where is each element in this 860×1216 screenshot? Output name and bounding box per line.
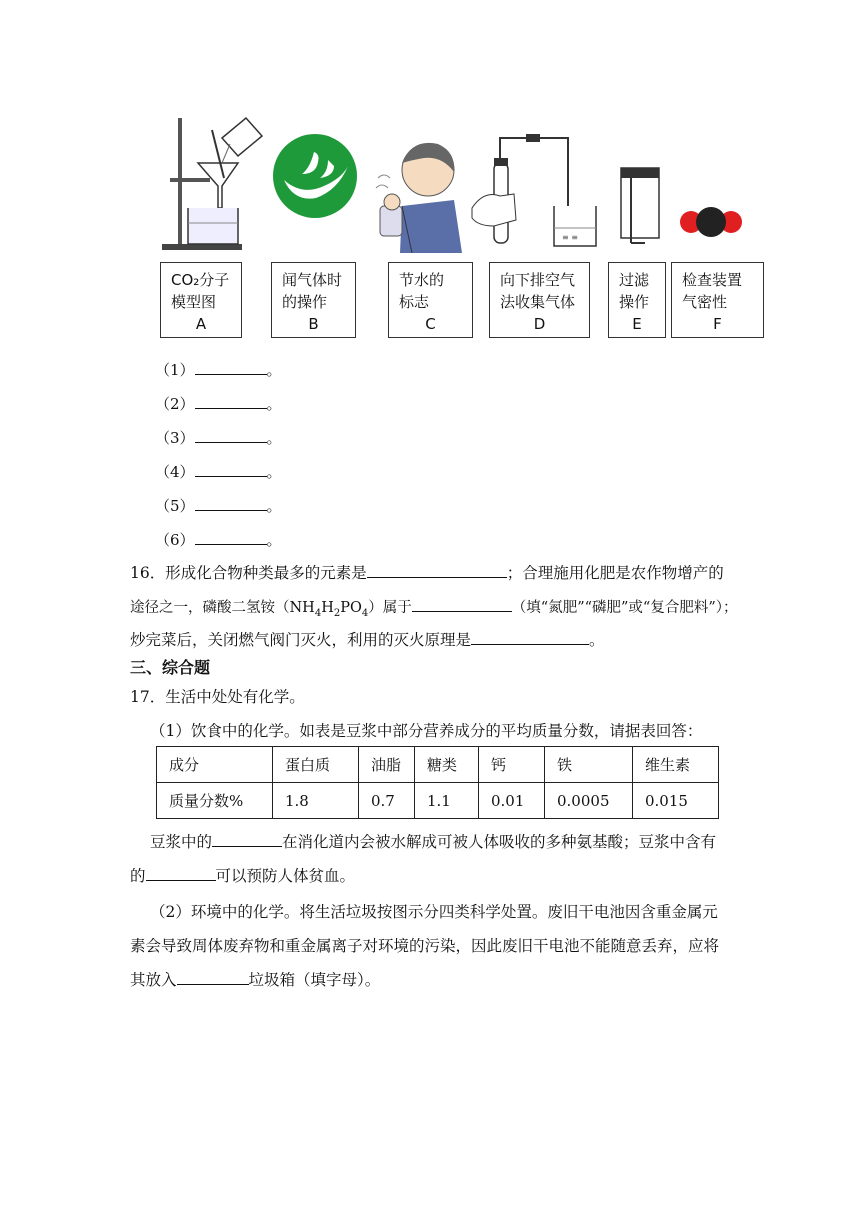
table-row bbox=[157, 783, 719, 819]
label-letter: F bbox=[713, 315, 722, 333]
q16-text: 途径之一，磷酸二氢铵（NH bbox=[130, 600, 315, 616]
q16-text: ；合理施用化肥是农作物增产的 bbox=[506, 564, 724, 582]
answer-line-4 bbox=[155, 462, 282, 482]
table-cell: 糖类 bbox=[415, 747, 479, 783]
label-text: 节水的 bbox=[399, 271, 445, 289]
answer-number: （3） bbox=[155, 429, 195, 447]
table-cell: 0.01 bbox=[479, 783, 545, 819]
label-letter: C bbox=[425, 315, 436, 333]
q17-blank-bin[interactable] bbox=[177, 970, 249, 985]
answer-line-3 bbox=[155, 428, 282, 448]
figure-label-a bbox=[160, 262, 242, 338]
table-cell: 铁 bbox=[545, 747, 633, 783]
q16-line-2 bbox=[130, 597, 738, 624]
label-text: CO₂分子 bbox=[171, 271, 230, 289]
q17-text: 的 bbox=[130, 867, 146, 885]
q17-stem: 17．生活中处处有化学。 bbox=[130, 688, 305, 706]
section-title: 三、综合题 bbox=[130, 658, 211, 677]
table-cell: 1.1 bbox=[415, 783, 479, 819]
label-letter: E bbox=[632, 315, 642, 333]
subscript: 4 bbox=[314, 607, 322, 619]
period: 。 bbox=[266, 463, 282, 481]
answer-number: （4） bbox=[155, 463, 195, 481]
q17-text: 垃圾箱（填字母）。 bbox=[248, 971, 381, 989]
answer-line-5 bbox=[155, 496, 282, 516]
label-letter: A bbox=[195, 315, 207, 333]
answer-blank[interactable] bbox=[195, 496, 267, 511]
nutrition-table bbox=[156, 746, 719, 819]
period: 。 bbox=[266, 497, 282, 515]
label-text: 法收集气体 bbox=[500, 293, 576, 311]
subscript: 4 bbox=[361, 607, 369, 619]
figure-label-d bbox=[489, 262, 590, 338]
q16-blank-principle[interactable] bbox=[471, 630, 589, 645]
svg-text:≡ ≡: ≡ ≡ bbox=[562, 233, 578, 242]
q17-part-1: （1）饮食中的化学。如表是豆浆中部分营养成分的平均质量分数，请据表回答： bbox=[150, 722, 703, 740]
answer-number: （6） bbox=[155, 531, 195, 549]
table-cell: 0.0005 bbox=[545, 783, 633, 819]
filtration-apparatus-illustration bbox=[160, 108, 265, 253]
label-text: 过滤 bbox=[619, 271, 650, 289]
q16-text: （填“氮肥”“磷肥”或“复合肥料”）； bbox=[511, 600, 738, 616]
q16-text: H bbox=[321, 600, 334, 616]
table-cell: 0.7 bbox=[359, 783, 415, 819]
smelling-gas-illustration bbox=[372, 108, 464, 253]
q16-text: 。 bbox=[589, 631, 605, 649]
figure-label-b bbox=[271, 262, 356, 338]
table-cell: 0.015 bbox=[633, 783, 719, 819]
label-text: 模型图 bbox=[171, 293, 217, 311]
q17-part-2-line-3 bbox=[130, 970, 380, 990]
answer-line-2 bbox=[155, 394, 282, 414]
figure-label-f bbox=[671, 262, 764, 338]
q17-blank-iron[interactable] bbox=[146, 866, 216, 881]
label-text: 向下排空气 bbox=[500, 271, 576, 289]
q16-text: ）属于 bbox=[368, 600, 412, 616]
answer-blank[interactable] bbox=[195, 428, 267, 443]
answer-blank[interactable] bbox=[195, 530, 267, 545]
label-text: 气密性 bbox=[682, 293, 728, 311]
q17-part-1-line-1 bbox=[150, 832, 716, 852]
answer-blank[interactable] bbox=[195, 394, 267, 409]
q17-text: 可以预防人体贫血。 bbox=[215, 867, 356, 885]
q17-blank-protein[interactable] bbox=[212, 832, 282, 847]
table-cell: 蛋白质 bbox=[273, 747, 359, 783]
answer-blank[interactable] bbox=[195, 462, 267, 477]
q17-text: 在消化道内会被水解成可被人体吸收的多种氨基酸；豆浆中含有 bbox=[282, 833, 717, 851]
q16-line-1 bbox=[130, 563, 724, 583]
table-header-row bbox=[157, 747, 719, 783]
q17-part-1-line-2 bbox=[130, 866, 355, 886]
answer-blank[interactable] bbox=[195, 360, 267, 375]
label-text: 的操作 bbox=[282, 293, 328, 311]
table-cell: 维生素 bbox=[633, 747, 719, 783]
table-cell: 质量分数% bbox=[157, 783, 273, 819]
q16-text: 炒完菜后，关闭燃气阀门灭火，利用的灭火原理是 bbox=[130, 631, 472, 649]
label-text: 检查装置 bbox=[682, 271, 743, 289]
answer-line-6 bbox=[155, 530, 282, 550]
q16-line-3 bbox=[130, 630, 605, 650]
subscript: 2 bbox=[333, 607, 341, 619]
airtightness-check-illustration bbox=[615, 108, 665, 253]
q16-blank-element[interactable] bbox=[367, 563, 507, 578]
answer-number: （1） bbox=[155, 361, 195, 379]
q17-part-2-line-2: 素会导致周体废弃物和重金属离子对环境的污染，因此废旧干电池不能随意丢弃，应将 bbox=[130, 937, 720, 955]
answer-number: （2） bbox=[155, 395, 195, 413]
label-text: 操作 bbox=[619, 293, 650, 311]
q17-text: 豆浆中的 bbox=[150, 833, 213, 851]
figure-label-c bbox=[388, 262, 473, 338]
q16-text: PO bbox=[340, 600, 362, 616]
co2-molecule-model bbox=[676, 108, 746, 253]
label-letter: D bbox=[533, 315, 546, 333]
table-cell: 钙 bbox=[479, 747, 545, 783]
period: 。 bbox=[266, 395, 282, 413]
period: 。 bbox=[266, 531, 282, 549]
label-text: 闻气体时 bbox=[282, 271, 343, 289]
answer-line-1 bbox=[155, 360, 282, 380]
label-letter: B bbox=[308, 315, 319, 333]
table-cell: 1.8 bbox=[273, 783, 359, 819]
q17-part-2-line-1: （2）环境中的化学。将生活垃圾按图示分四类科学处置。废旧干电池因含重金属元 bbox=[150, 903, 718, 921]
table-cell: 成分 bbox=[157, 747, 273, 783]
water-saving-logo bbox=[272, 108, 358, 253]
q17-text: 其放入 bbox=[130, 971, 177, 989]
q16-blank-fertilizer[interactable] bbox=[412, 597, 512, 612]
label-text: 标志 bbox=[399, 293, 430, 311]
gas-collection-illustration bbox=[470, 108, 600, 253]
q16-text: 16．形成化合物种类最多的元素是 bbox=[130, 564, 367, 582]
period: 。 bbox=[266, 429, 282, 447]
answer-number: （5） bbox=[155, 497, 195, 515]
table-cell: 油脂 bbox=[359, 747, 415, 783]
period: 。 bbox=[266, 361, 282, 379]
figure-label-e bbox=[608, 262, 666, 338]
